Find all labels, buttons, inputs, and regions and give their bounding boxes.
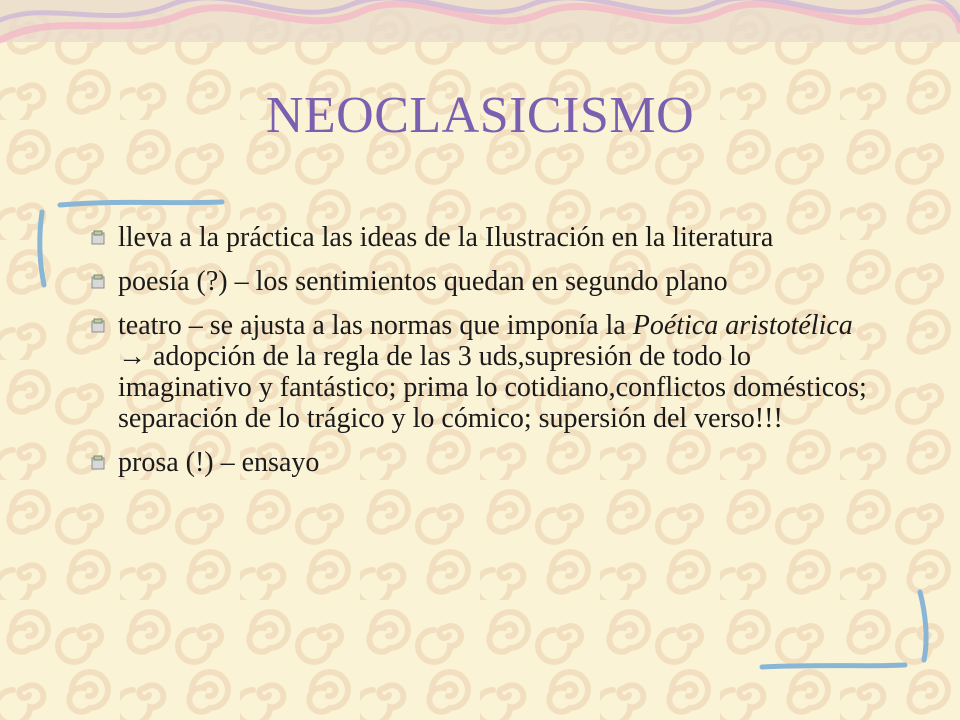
bullet-item [88,222,868,253]
pinned-note-bullet-icon [90,273,106,289]
bullet-text: prosa (!) – ensayo [118,447,320,478]
bullet-text [118,310,867,434]
bullet-text: lleva a la práctica las ideas de la Ilustración en la literatura [118,222,774,253]
bullet-text-part: teatro – se ajusta a las normas que imponía la [118,310,633,341]
bullet-text-part: → adopción de la regla de las 3 uds,supresión de todo lo imaginativo y fantástico; prima lo cotidiano,conflictos domésticos; separación de lo trágico y lo cómico; supersión del verso!!! [118,341,867,434]
slide-title: NEOCLASICISMO [265,87,695,144]
bullet-item [88,266,868,297]
bullet-item [88,447,868,478]
bullet-text-italic: Poética aristotélica [632,310,853,341]
pinned-note-bullet-icon [90,229,106,245]
bullet-text: poesía (?) – los sentimientos quedan en segundo plano [118,266,728,297]
pinned-note-bullet-icon [90,317,106,333]
pinned-note-bullet-icon [90,454,106,470]
bullet-item [88,310,868,434]
bullet-list [88,222,868,491]
